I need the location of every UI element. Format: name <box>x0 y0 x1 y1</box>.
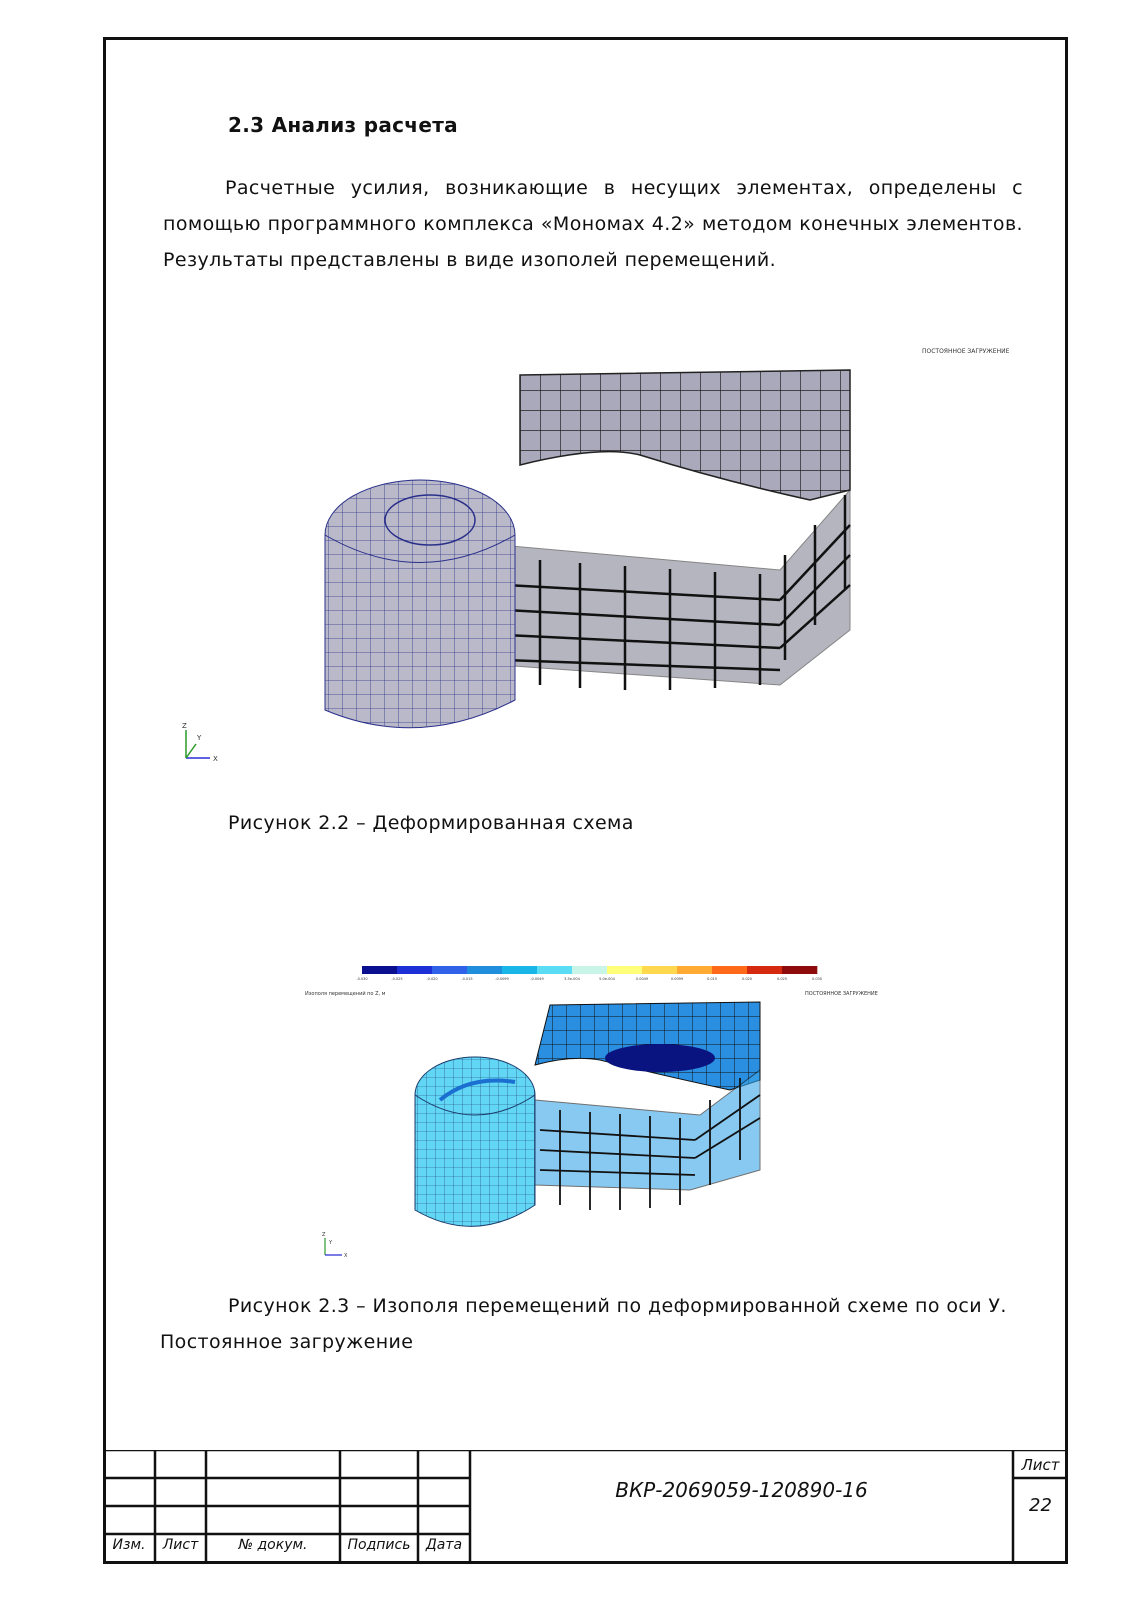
scale-segment <box>642 966 677 974</box>
axis2-x-label: X <box>344 1253 348 1259</box>
scale-tick-label: 0.030 <box>811 977 823 981</box>
scale-tick-label: 0.0099 <box>670 977 684 981</box>
building-roof <box>520 370 850 500</box>
figure-isofields <box>300 960 890 1260</box>
scale-segment <box>607 966 642 974</box>
figure2-caption-line2: Постоянное загружение <box>160 1331 414 1353</box>
scale-tick-label: -0.0099 <box>495 977 509 981</box>
scale-segment <box>362 966 397 974</box>
stamp-col-doc-number: № докум. <box>238 1537 308 1553</box>
scale-tick-label: 5.0e-004 <box>599 977 615 981</box>
axis-triad-2 <box>322 1232 348 1259</box>
figure1-load-label: ПОСТОЯННОЕ ЗАГРУЖЕНИЕ <box>922 348 1010 355</box>
section-heading: 2.3 Анализ расчета <box>228 113 458 137</box>
scale-tick-label: 3.5e-004 <box>564 977 580 981</box>
iso-roof-hotspot <box>605 1044 715 1072</box>
document-code: ВКР-2069059-120890-16 <box>615 1478 868 1502</box>
scale-tick-label: 0.015 <box>706 977 718 981</box>
scale-segment <box>502 966 537 974</box>
figure2-caption-line1: Рисунок 2.3 – Изополя перемещений по деформированной схеме по оси У. <box>228 1295 1007 1317</box>
scale-segment <box>467 966 502 974</box>
figure1-caption: Рисунок 2.2 – Деформированная схема <box>228 812 634 834</box>
scale-tick-label: -0.030 <box>356 977 368 981</box>
axis2-y-label: Y <box>329 1240 333 1246</box>
scale-tick-label: -0.020 <box>426 977 438 981</box>
iso-cylinder-body <box>415 1095 535 1226</box>
scale-tick-label: -0.025 <box>391 977 403 981</box>
scale-segment <box>712 966 747 974</box>
sheet-label: Лист <box>1021 1456 1060 1474</box>
scale-segment <box>537 966 572 974</box>
scale-segment <box>572 966 607 974</box>
figure-deformed-scheme <box>160 330 1040 780</box>
cylinder-body <box>325 535 515 728</box>
stamp-col-date: Дата <box>425 1537 463 1553</box>
axis-x-label: X <box>213 755 218 763</box>
scale-tick-label: 0.0049 <box>635 977 649 981</box>
scale-segment <box>782 966 817 974</box>
axis2-z-label: Z <box>322 1232 326 1238</box>
color-scale-bar <box>356 966 822 981</box>
figure2-load-label: ПОСТОЯННОЕ ЗАГРУЖЕНИЕ <box>805 991 878 997</box>
scale-tick-label: -0.0049 <box>530 977 544 981</box>
intro-paragraph-text: Расчетные усилия, возникающие в несущих элементах, определены с помощью программного комплекса «Мономах 4.2» методом конечных элементов. Результаты представлены в виде изополей перемещений. <box>163 177 1023 271</box>
scale-segment <box>747 966 782 974</box>
axis-y-label: Y <box>197 734 202 742</box>
scale-segment <box>432 966 467 974</box>
axis-triad-1 <box>182 722 218 763</box>
stamp-col-sheet: Лист <box>162 1537 199 1553</box>
intro-paragraph <box>163 170 1023 278</box>
scale-title: Изополя перемещений по Z, м <box>305 991 386 997</box>
axis-z-label: Z <box>182 722 187 730</box>
scale-tick-label: 0.020 <box>741 977 753 981</box>
scale-segment <box>677 966 712 974</box>
scale-tick-label: -0.015 <box>461 977 473 981</box>
sheet-number: 22 <box>1029 1495 1052 1516</box>
scale-tick-label: 0.025 <box>776 977 788 981</box>
stamp-col-signature: Подпись <box>347 1537 411 1553</box>
scale-segment <box>397 966 432 974</box>
stamp-col-change: Изм. <box>112 1537 146 1553</box>
